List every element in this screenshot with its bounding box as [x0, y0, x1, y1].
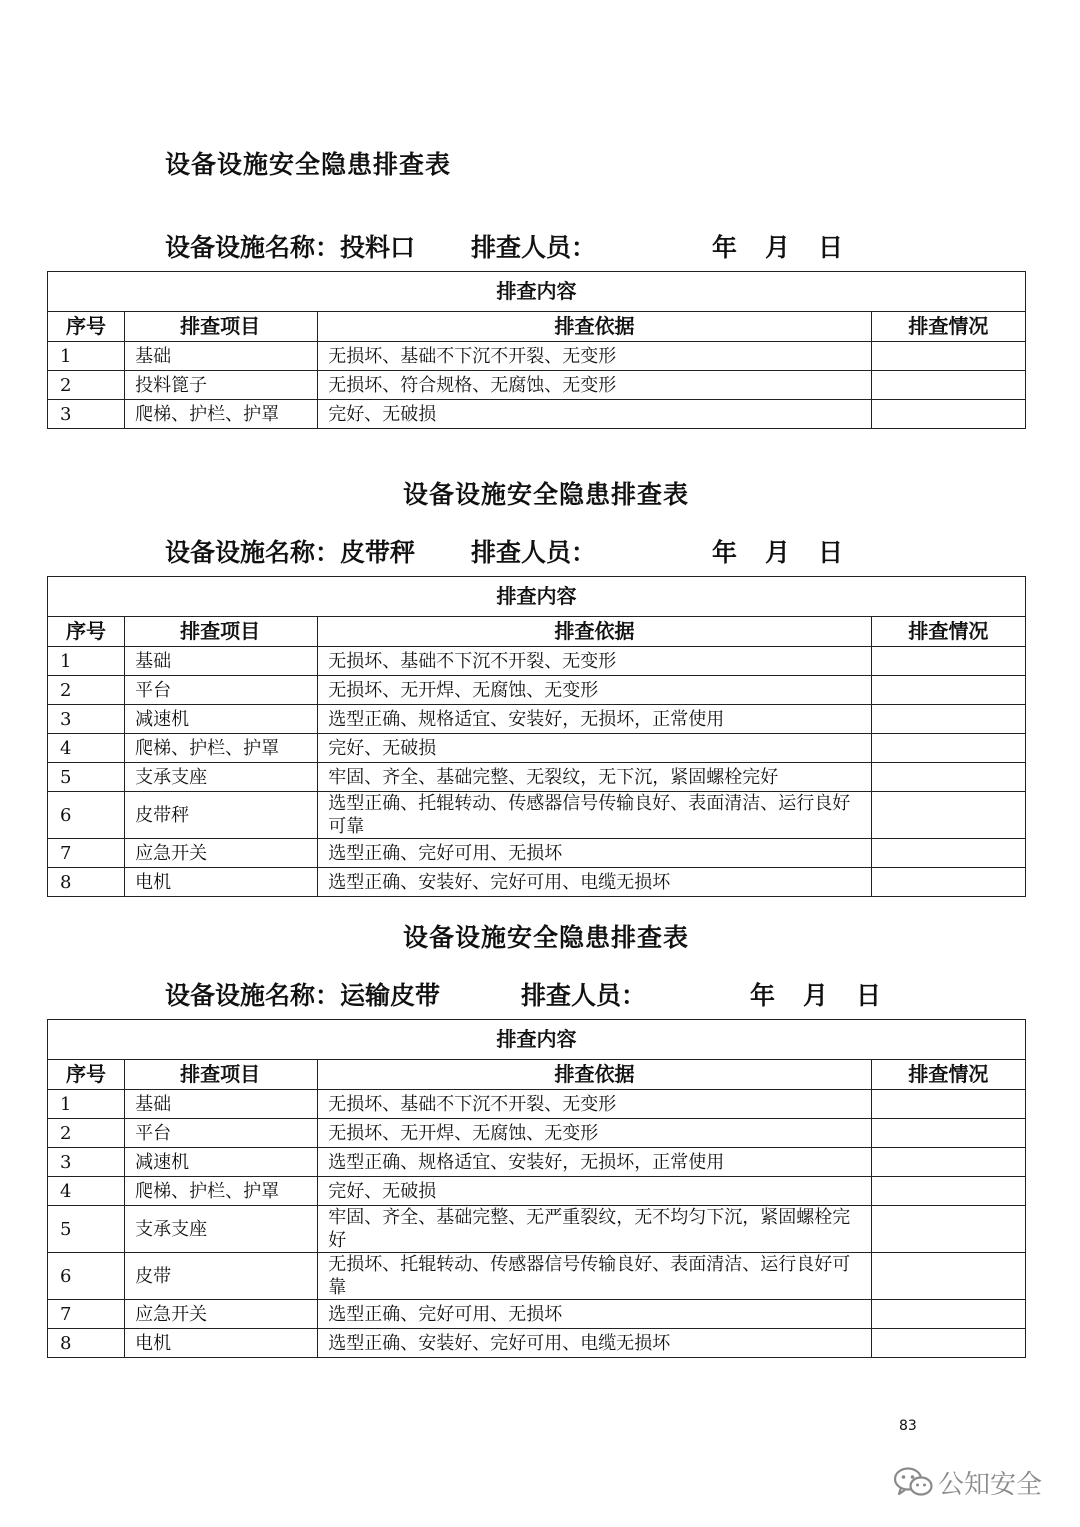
header-no: 序号: [48, 312, 125, 342]
row-item: 支承支座: [125, 1206, 318, 1253]
row-basis: 选型正确、安装好、完好可用、电缆无损坏: [318, 868, 872, 897]
table-row: [48, 839, 1026, 868]
wechat-icon: [892, 1466, 934, 1498]
group-header: 排查内容: [48, 272, 1026, 312]
row-basis: 无损坏、基础不下沉不开裂、无变形: [318, 342, 872, 371]
row-number: 2: [48, 371, 125, 400]
header-no: 序号: [48, 617, 125, 647]
inspection-table: [47, 271, 1026, 429]
header-status: 排查情况: [871, 312, 1025, 342]
group-header: 排查内容: [48, 1020, 1026, 1060]
row-status-field[interactable]: [871, 763, 1025, 792]
year-label: 年: [712, 233, 738, 262]
row-basis: 选型正确、完好可用、无损坏: [318, 839, 872, 868]
row-number: 4: [48, 734, 125, 763]
row-status-field[interactable]: [871, 705, 1025, 734]
row-number: 2: [48, 676, 125, 705]
row-number: 1: [48, 1090, 125, 1119]
day-label: 日: [818, 538, 844, 567]
row-basis: 牢固、齐全、基础完整、无严重裂纹，无不均匀下沉，紧固螺栓完好: [318, 1206, 872, 1253]
table-row: [48, 647, 1026, 676]
section-title: 设备设施安全隐患排查表: [165, 150, 452, 179]
row-status-field[interactable]: [871, 371, 1025, 400]
row-item: 电机: [125, 868, 318, 897]
row-item: 皮带: [125, 1253, 318, 1300]
month-label: 月: [803, 981, 829, 1010]
row-basis: 无损坏、托辊转动、传感器信号传输良好、表面清洁、运行良好可靠: [318, 1253, 872, 1300]
facility-name: 设备设施名称：运输皮带: [165, 981, 441, 1010]
row-basis: 无损坏、无开焊、无腐蚀、无变形: [318, 1119, 872, 1148]
group-header: 排查内容: [48, 577, 1026, 617]
year-label: 年: [712, 538, 738, 567]
row-basis: 无损坏、基础不下沉不开裂、无变形: [318, 1090, 872, 1119]
table-row: [48, 342, 1026, 371]
row-status-field[interactable]: [871, 839, 1025, 868]
date-fields: [712, 533, 843, 569]
header-status: 排查情况: [871, 617, 1025, 647]
table-row: [48, 1329, 1026, 1358]
row-item: 基础: [125, 647, 318, 676]
inspection-table: [47, 1019, 1026, 1358]
row-number: 7: [48, 839, 125, 868]
row-item: 投料篦子: [125, 371, 318, 400]
table-row: [48, 400, 1026, 429]
month-label: 月: [765, 233, 791, 262]
row-item: 基础: [125, 342, 318, 371]
row-item: 平台: [125, 1119, 318, 1148]
row-number: 8: [48, 868, 125, 897]
inspection-table: [47, 576, 1026, 897]
row-basis: 完好、无破损: [318, 400, 872, 429]
row-basis: 完好、无破损: [318, 734, 872, 763]
row-status-field[interactable]: [871, 1300, 1025, 1329]
row-status-field[interactable]: [871, 1329, 1025, 1358]
table-row: [48, 734, 1026, 763]
facility-name: 设备设施名称：皮带秤: [165, 538, 416, 567]
table-row: [48, 1300, 1026, 1329]
header-status: 排查情况: [871, 1060, 1025, 1090]
row-basis: 无损坏、基础不下沉不开裂、无变形: [318, 647, 872, 676]
row-basis: 牢固、齐全、基础完整、无裂纹，无下沉，紧固螺栓完好: [318, 763, 872, 792]
row-status-field[interactable]: [871, 342, 1025, 371]
row-item: 电机: [125, 1329, 318, 1358]
row-number: 1: [48, 647, 125, 676]
row-item: 爬梯、护栏、护罩: [125, 734, 318, 763]
row-number: 5: [48, 1206, 125, 1253]
row-status-field[interactable]: [871, 1119, 1025, 1148]
row-item: 应急开关: [125, 1300, 318, 1329]
row-status-field[interactable]: [871, 1090, 1025, 1119]
date-fields: [712, 228, 843, 264]
section-title: 设备设施安全隐患排查表: [403, 923, 690, 952]
watermark: [892, 1462, 1042, 1502]
header-item: 排查项目: [125, 617, 318, 647]
day-label: 日: [856, 981, 882, 1010]
table-row: [48, 1090, 1026, 1119]
table-row: [48, 1253, 1026, 1300]
row-basis: 无损坏、无开焊、无腐蚀、无变形: [318, 676, 872, 705]
row-status-field[interactable]: [871, 1206, 1025, 1253]
row-status-field[interactable]: [871, 1148, 1025, 1177]
table-row: [48, 1119, 1026, 1148]
row-basis: 选型正确、托辊转动、传感器信号传输良好、表面清洁、运行良好可靠: [318, 792, 872, 839]
row-item: 基础: [125, 1090, 318, 1119]
page-number: 83: [899, 1418, 917, 1434]
row-item: 爬梯、护栏、护罩: [125, 400, 318, 429]
row-basis: 选型正确、规格适宜、安装好，无损坏，正常使用: [318, 1148, 872, 1177]
header-basis: 排查依据: [318, 312, 872, 342]
row-number: 7: [48, 1300, 125, 1329]
table-row: [48, 705, 1026, 734]
row-basis: 无损坏、符合规格、无腐蚀、无变形: [318, 371, 872, 400]
row-number: 3: [48, 400, 125, 429]
day-label: 日: [818, 233, 844, 262]
inspector-label: 排查人员：: [471, 233, 597, 262]
table-row: [48, 792, 1026, 839]
table-row: [48, 1206, 1026, 1253]
row-item: 爬梯、护栏、护罩: [125, 1177, 318, 1206]
header-no: 序号: [48, 1060, 125, 1090]
row-number: 6: [48, 1253, 125, 1300]
inspector-label: 排查人员：: [471, 538, 597, 567]
row-basis: 完好、无破损: [318, 1177, 872, 1206]
row-status-field[interactable]: [871, 676, 1025, 705]
row-number: 4: [48, 1177, 125, 1206]
row-item: 减速机: [125, 1148, 318, 1177]
row-status-field[interactable]: [871, 792, 1025, 839]
table-row: [48, 1148, 1026, 1177]
row-item: 应急开关: [125, 839, 318, 868]
row-item: 减速机: [125, 705, 318, 734]
header-item: 排查项目: [125, 1060, 318, 1090]
row-basis: 选型正确、安装好、完好可用、电缆无损坏: [318, 1329, 872, 1358]
row-number: 3: [48, 705, 125, 734]
facility-name: 设备设施名称：投料口: [165, 233, 416, 262]
row-status-field[interactable]: [871, 647, 1025, 676]
table-row: [48, 868, 1026, 897]
row-basis: 选型正确、完好可用、无损坏: [318, 1300, 872, 1329]
row-item: 平台: [125, 676, 318, 705]
row-status-field[interactable]: [871, 400, 1025, 429]
table-row: [48, 676, 1026, 705]
row-status-field[interactable]: [871, 1253, 1025, 1300]
row-number: 1: [48, 342, 125, 371]
row-status-field[interactable]: [871, 1177, 1025, 1206]
row-number: 2: [48, 1119, 125, 1148]
inspector-label: 排查人员：: [521, 981, 647, 1010]
row-number: 8: [48, 1329, 125, 1358]
row-item: 支承支座: [125, 763, 318, 792]
table-row: [48, 371, 1026, 400]
row-number: 5: [48, 763, 125, 792]
header-item: 排查项目: [125, 312, 318, 342]
row-status-field[interactable]: [871, 734, 1025, 763]
header-basis: 排查依据: [318, 1060, 872, 1090]
month-label: 月: [765, 538, 791, 567]
table-row: [48, 1177, 1026, 1206]
row-status-field[interactable]: [871, 868, 1025, 897]
row-basis: 选型正确、规格适宜、安装好，无损坏，正常使用: [318, 705, 872, 734]
header-basis: 排查依据: [318, 617, 872, 647]
row-item: 皮带秤: [125, 792, 318, 839]
date-fields: [750, 976, 881, 1012]
row-number: 3: [48, 1148, 125, 1177]
year-label: 年: [750, 981, 776, 1010]
section-title: 设备设施安全隐患排查表: [403, 480, 690, 509]
table-row: [48, 763, 1026, 792]
row-number: 6: [48, 792, 125, 839]
watermark-text: 公知安全: [938, 1469, 1043, 1500]
